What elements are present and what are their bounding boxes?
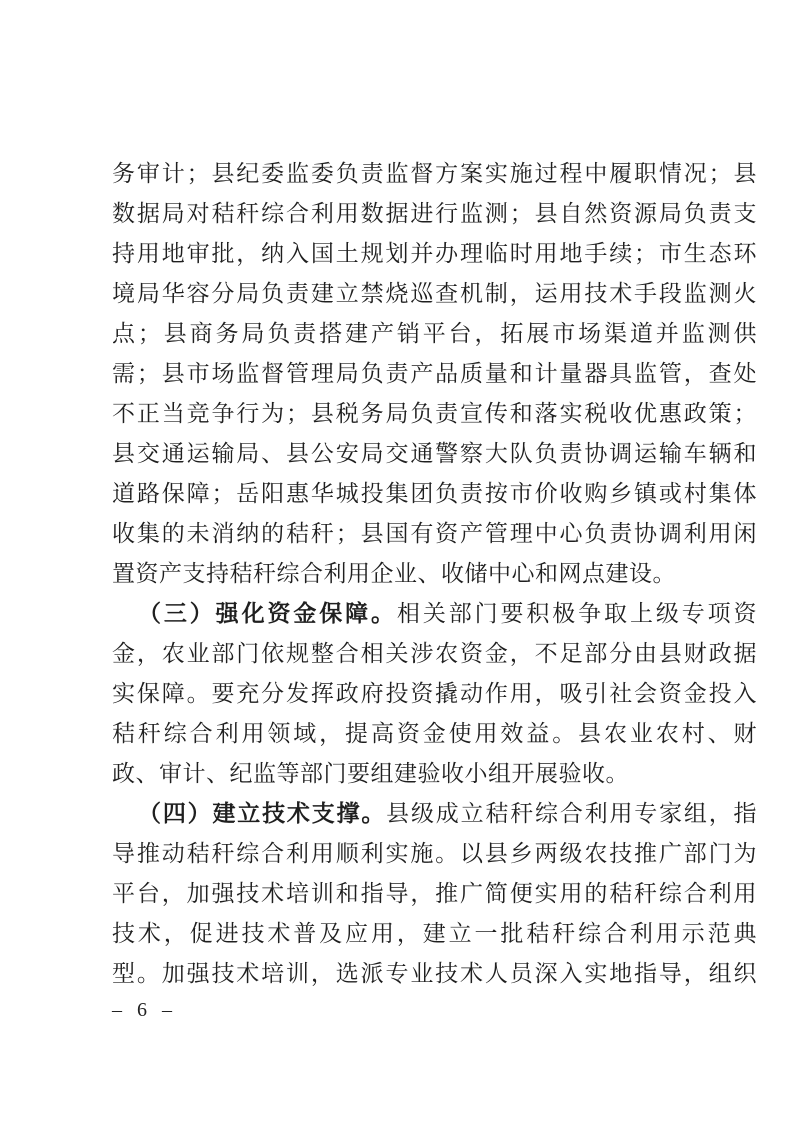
text-line: 不正当竞争行为；县税务局负责宣传和落实税收优惠政策； — [112, 401, 757, 426]
text-line: （四）建立技术支撑。县级成立秸秆综合利用专家组，指 — [138, 801, 757, 826]
text-line: 实保障。要充分发挥政府投资撬动作用，吸引社会资金投入 — [112, 681, 757, 706]
text-line: 平台，加强技术培训和指导，推广简便实用的秸秆综合利用 — [112, 881, 757, 906]
text-line: 型。加强技术培训，选派专业技术人员深入实地指导，组织 — [112, 961, 757, 986]
text-line: （三）强化资金保障。相关部门要积极争取上级专项资 — [138, 601, 758, 626]
text-line: 持用地审批，纳入国土规划并办理临时用地手续；市生态环 — [112, 241, 757, 266]
text-line: 金，农业部门依规整合相关涉农资金，不足部分由县财政据 — [112, 641, 757, 666]
text-line: 点；县商务局负责搭建产销平台，拓展市场渠道并监测供 — [112, 321, 757, 346]
text-line: 道路保障；岳阳惠华城投集团负责按市价收购乡镇或村集体 — [112, 481, 757, 506]
page-number: – 6 – — [112, 999, 177, 1021]
section-heading: （四）建立技术支撑。 — [138, 801, 387, 826]
section-heading: （三）强化资金保障。 — [138, 601, 397, 626]
text-line: 数据局对秸秆综合利用数据进行监测；县自然资源局负责支 — [112, 201, 757, 226]
text-line: 境局华容分局负责建立禁烧巡查机制，运用技术手段监测火 — [112, 281, 757, 306]
text-line: 务审计；县纪委监委负责监督方案实施过程中履职情况；县 — [112, 161, 757, 186]
text-line: 县交通运输局、县公安局交通警察大队负责协调运输车辆和 — [112, 441, 757, 466]
text-line: 政、审计、纪监等部门要组建验收小组开展验收。 — [112, 761, 629, 786]
text-line: 秸秆综合利用领域，提高资金使用效益。县农业农村、财 — [112, 721, 757, 746]
text-line: 收集的未消纳的秸秆；县国有资产管理中心负责协调利用闲 — [112, 521, 757, 546]
document-body — [112, 154, 757, 994]
text-line: 导推动秸秆综合利用顺利实施。以县乡两级农技推广部门为 — [112, 841, 757, 866]
text-line: 需；县市场监督管理局负责产品质量和计量器具监管，查处 — [112, 361, 757, 386]
text-line: 置资产支持秸秆综合利用企业、收储中心和网点建设。 — [112, 561, 676, 586]
text-line: 技术，促进技术普及应用，建立一批秸秆综合利用示范典 — [112, 921, 757, 946]
